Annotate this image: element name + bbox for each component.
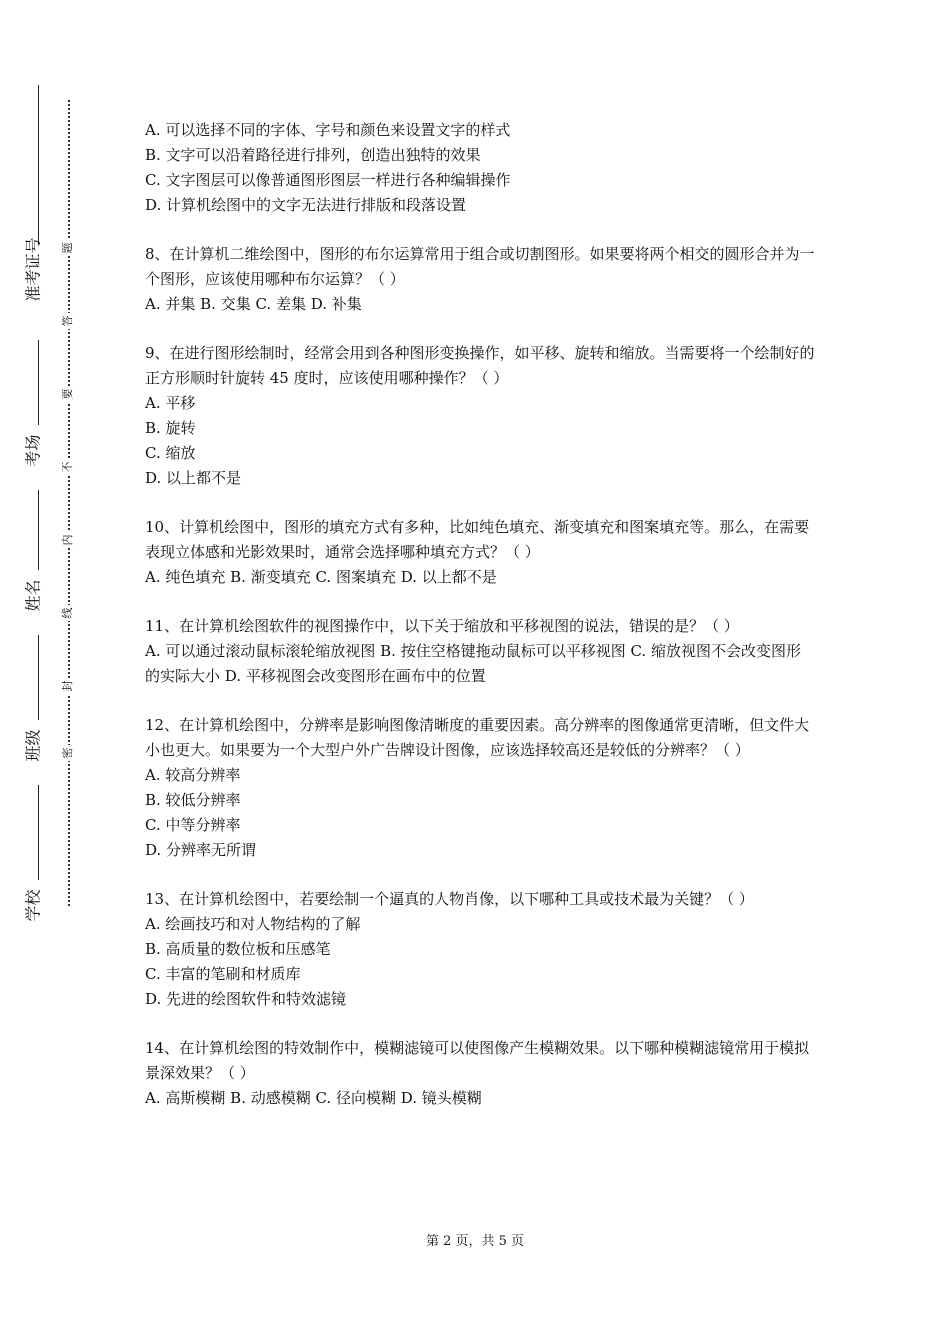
margin-field-name bbox=[22, 575, 46, 625]
question-list bbox=[145, 118, 815, 1135]
question-8 bbox=[145, 242, 815, 317]
q13-option-c: C. 丰富的笔刷和材质库 bbox=[145, 965, 301, 983]
margin-label-exam-room: 考场 bbox=[23, 434, 43, 467]
q14-options: A. 高斯模糊 B. 动感模糊 C. 径向模糊 D. 镜头模糊 bbox=[145, 1089, 482, 1107]
seal-char: 线 bbox=[60, 605, 76, 621]
q9-stem: 9、在进行图形绘制时，经常会用到各种图形变换操作，如平移、旋转和缩放。当需要将一个绘制好的正方形顺时针旋转 45 度时，应该使用哪种操作？（ ） bbox=[145, 344, 815, 387]
q13-option-a: A. 绘画技巧和对人物结构的了解 bbox=[145, 915, 361, 933]
page-footer: 第 2 页，共 5 页 bbox=[425, 1234, 525, 1249]
margin-field-school bbox=[22, 885, 46, 935]
question-9 bbox=[145, 341, 815, 491]
margin-underline bbox=[38, 635, 39, 720]
seal-char: 答 bbox=[60, 313, 76, 329]
margin-field-exam-room bbox=[22, 430, 46, 480]
q9-option-b: B. 旋转 bbox=[145, 419, 196, 437]
question-10 bbox=[145, 515, 815, 590]
q9-option-d: D. 以上都不是 bbox=[145, 469, 242, 487]
question-14 bbox=[145, 1036, 815, 1111]
q12-option-b: B. 较低分辨率 bbox=[145, 791, 241, 809]
margin-label-school: 学校 bbox=[23, 889, 43, 922]
question-7-options bbox=[145, 118, 815, 218]
seal-char: 不 bbox=[60, 459, 76, 475]
q13-option-d: D. 先进的绘图软件和特效滤镜 bbox=[145, 990, 347, 1008]
seal-char: 封 bbox=[60, 678, 76, 694]
margin-field-exam-number bbox=[22, 237, 46, 330]
q9-option-c: C. 缩放 bbox=[145, 444, 196, 462]
margin-label-class: 班级 bbox=[23, 729, 43, 762]
margin-underline bbox=[38, 85, 39, 245]
seal-dotted-line bbox=[68, 100, 70, 906]
margin-underline bbox=[38, 490, 39, 570]
q14-stem: 14、在计算机绘图的特效制作中，模糊滤镜可以使图像产生模糊效果。以下哪种模糊滤镜常用于模拟景深效果？（ ） bbox=[145, 1039, 810, 1082]
seal-char: 内 bbox=[60, 532, 76, 548]
q9-option-a: A. 平移 bbox=[145, 394, 196, 412]
margin-underline bbox=[38, 785, 39, 880]
q13-stem: 13、在计算机绘图中，若要绘制一个逼真的人物肖像，以下哪种工具或技术最为关键？（ ） bbox=[145, 890, 754, 908]
question-13 bbox=[145, 887, 815, 1012]
q11-stem: 11、在计算机绘图软件的视图操作中，以下关于缩放和平移视图的说法，错误的是？（ ） bbox=[145, 617, 739, 635]
q11-options: A. 可以通过滚动鼠标滚轮缩放视图 B. 按住空格键拖动鼠标可以平移视图 C. 缩放视图不会改变图形的实际大小 D. 平移视图会改变图形在画布中的位置 bbox=[145, 642, 801, 685]
margin-field-class bbox=[22, 725, 46, 775]
q7-option-a: A. 可以选择不同的字体、字号和颜色来设置文字的样式 bbox=[145, 121, 511, 139]
q10-options: A. 纯色填充 B. 渐变填充 C. 图案填充 D. 以上都不是 bbox=[145, 568, 497, 586]
seal-char: 题 bbox=[60, 240, 76, 256]
q7-option-b: B. 文字可以沿着路径进行排列，创造出独特的效果 bbox=[145, 146, 481, 164]
q8-stem: 8、在计算机二维绘图中，图形的布尔运算常用于组合或切割图形。如果要将两个相交的圆形合并为一个图形，应该使用哪种布尔运算？（ ） bbox=[145, 245, 815, 288]
q12-option-c: C. 中等分辨率 bbox=[145, 816, 241, 834]
margin-label-exam-number: 准考证号 bbox=[23, 237, 43, 302]
q12-option-a: A. 较高分辨率 bbox=[145, 766, 241, 784]
q13-option-b: B. 高质量的数位板和压感笔 bbox=[145, 940, 331, 958]
seal-char: 密 bbox=[60, 745, 76, 761]
q7-option-d: D. 计算机绘图中的文字无法进行排版和段落设置 bbox=[145, 196, 467, 214]
q12-option-d: D. 分辨率无所谓 bbox=[145, 841, 257, 859]
q12-stem: 12、在计算机绘图中，分辨率是影响图像清晰度的重要因素。高分辨率的图像通常更清晰，但文件大小也更大。如果要为一个大型户外广告牌设计图像，应该选择较高还是较低的分辨率？（ ） bbox=[145, 716, 810, 759]
seal-char: 要 bbox=[60, 386, 76, 402]
q7-option-c: C. 文字图层可以像普通图形图层一样进行各种编辑操作 bbox=[145, 171, 511, 189]
margin-underline bbox=[38, 340, 39, 425]
question-12 bbox=[145, 713, 815, 863]
margin-label-name: 姓名 bbox=[23, 579, 43, 612]
q8-options: A. 并集 B. 交集 C. 差集 D. 补集 bbox=[145, 295, 362, 313]
q10-stem: 10、计算机绘图中，图形的填充方式有多种，比如纯色填充、渐变填充和图案填充等。那么，在需要表现立体感和光影效果时，通常会选择哪种填充方式？（ ） bbox=[145, 518, 810, 561]
question-11 bbox=[145, 614, 815, 689]
